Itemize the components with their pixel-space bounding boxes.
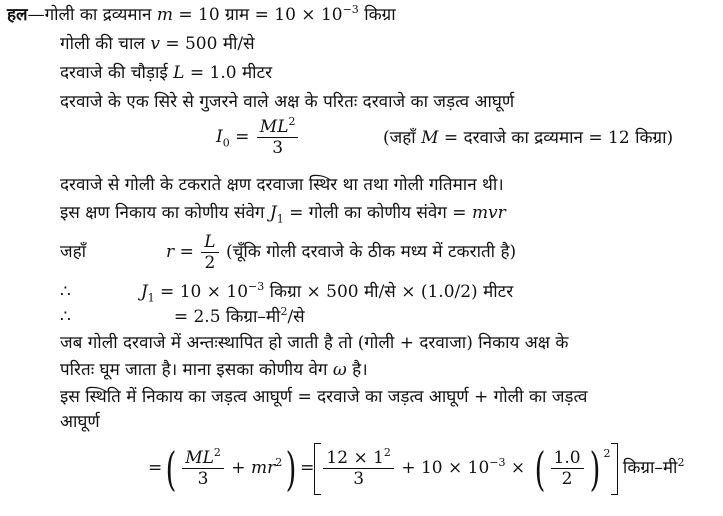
text: = 10 × 10 xyxy=(154,282,249,302)
num-text: ML xyxy=(185,448,214,468)
exponent: 2 xyxy=(677,456,685,469)
denominator: 2 xyxy=(551,468,584,489)
bracket-close xyxy=(611,443,618,495)
line-rotates xyxy=(60,359,368,381)
text: गोली का द्रव्यमान xyxy=(44,5,157,25)
paren-open: ( xyxy=(534,441,545,496)
text: = दरवाजे का द्रव्यमान = 12 किग्रा) xyxy=(438,128,674,148)
denominator: 3 xyxy=(257,137,299,158)
text: = xyxy=(148,458,163,478)
var-J: J xyxy=(269,203,277,223)
line-door-at-rest xyxy=(60,174,504,196)
var-mr: mr xyxy=(250,458,276,478)
text: (जहाँ xyxy=(383,128,422,148)
numerator: 1.0 xyxy=(553,448,581,468)
text: = 1.0 मीटर xyxy=(184,63,273,83)
text: = xyxy=(300,458,315,478)
text: परितः घूम जाता है। माना इसका कोणीय वेग xyxy=(60,360,333,380)
line-moment-of-inertia-intro xyxy=(60,91,514,113)
line-mass-of-bullet xyxy=(7,4,396,26)
fraction-ML2-over-3 xyxy=(182,448,224,489)
subscript: 1 xyxy=(276,212,284,226)
var-r: r xyxy=(166,242,175,262)
exponent: −3 xyxy=(342,3,359,16)
numerator: L xyxy=(204,232,216,252)
text: = xyxy=(229,127,255,147)
var-mvr: mvr xyxy=(471,203,506,223)
line-embedded xyxy=(60,332,568,354)
text: इस क्षण निकाय का कोणीय संवेग xyxy=(60,203,270,223)
line-angular-momentum xyxy=(60,202,506,230)
solution-label: हल xyxy=(7,5,28,25)
var-v: v xyxy=(150,34,160,54)
text: = xyxy=(174,242,200,262)
text: + xyxy=(225,458,251,478)
text: दरवाजे की चौड़ाई xyxy=(60,63,174,83)
text: = गोली का कोणीय संवेग = xyxy=(283,203,472,223)
text: = 10 ग्राम = 10 × 10 xyxy=(172,5,343,25)
text: इस स्थिति में निकाय का जड़त्व आघूर्ण = दरवाजे का जड़त्व आघूर्ण + गोली का जड़त्व xyxy=(60,387,588,407)
exponent: 2 xyxy=(603,447,611,460)
unit: किग्रा xyxy=(358,5,396,25)
line-where-r xyxy=(60,231,516,273)
exponent: 2 xyxy=(275,456,283,469)
equation-I0 xyxy=(216,116,300,164)
text: है। xyxy=(346,360,368,380)
var-I: I xyxy=(216,127,223,147)
numerator xyxy=(182,448,224,468)
text: जहाँ xyxy=(60,242,87,262)
text: × xyxy=(505,458,531,478)
equation-total-inertia xyxy=(148,440,684,496)
denominator: 3 xyxy=(323,468,394,489)
exponent: 2 xyxy=(280,305,288,318)
exponent: 2 xyxy=(383,446,391,459)
var-J: J xyxy=(140,282,148,302)
text: दरवाजे के एक सिरे से गुजरने वाले अक्ष के परितः दरवाजे का जड़त्व आघूर्ण xyxy=(60,92,515,112)
line-door-width xyxy=(60,62,272,84)
note-door-mass xyxy=(383,127,673,149)
line-system-inertia xyxy=(60,386,588,408)
text: गोली की चाल xyxy=(60,34,151,54)
text: + 10 × 10 xyxy=(395,458,490,478)
unit: /से xyxy=(287,307,305,327)
num-text: ML xyxy=(259,117,289,137)
fraction-L-over-2 xyxy=(201,232,218,273)
fraction-ML2-over-3 xyxy=(257,117,299,158)
bracket-open xyxy=(314,443,321,495)
text: = 2.5 किग्रा–मी xyxy=(173,307,281,327)
subscript: 1 xyxy=(147,291,155,305)
line-J1-result xyxy=(60,306,305,328)
unit: किग्रा–मी xyxy=(617,458,678,478)
exponent: −3 xyxy=(248,280,265,293)
line-speed-of-bullet xyxy=(60,33,255,55)
numerator xyxy=(257,117,299,137)
denominator: 2 xyxy=(201,252,218,273)
fraction-1-over-2 xyxy=(551,448,584,489)
num-text: 12 × 1 xyxy=(326,448,384,468)
fraction-12-over-3 xyxy=(323,448,394,489)
subscript: 0 xyxy=(222,136,230,150)
text: दरवाजे से गोली के टकराते क्षण दरवाजा स्थिर था तथा गोली गतिमान थी। xyxy=(60,175,504,195)
text: जब गोली दरवाजे में अन्तःस्थापित हो जाती है तो (गोली + दरवाजा) निकाय अक्ष के xyxy=(60,333,569,353)
text: आघूर्ण xyxy=(60,412,100,432)
var-omega: ω xyxy=(332,360,347,380)
therefore-symbol: ∴ xyxy=(60,282,71,302)
var-M: M xyxy=(421,128,439,148)
exponent: −3 xyxy=(489,456,506,469)
var-m: m xyxy=(156,5,173,25)
label-dash: — xyxy=(27,5,45,25)
paren-open: ( xyxy=(165,441,177,496)
text: (चूँकि गोली दरवाजे के ठीक मध्य में टकराती है) xyxy=(220,242,517,262)
exponent: 2 xyxy=(288,115,296,128)
therefore-symbol: ∴ xyxy=(60,307,71,327)
denominator: 3 xyxy=(182,468,224,489)
var-L: L xyxy=(173,63,185,83)
exponent: 2 xyxy=(213,446,221,459)
numerator xyxy=(323,448,394,468)
paren-close: ) xyxy=(285,441,297,496)
text: = 500 मी/से xyxy=(159,34,255,54)
line-aghurn xyxy=(60,411,100,433)
text: किग्रा × 500 मी/से × (1.0/2) मीटर xyxy=(264,282,514,302)
paren-close: ) xyxy=(589,441,600,496)
